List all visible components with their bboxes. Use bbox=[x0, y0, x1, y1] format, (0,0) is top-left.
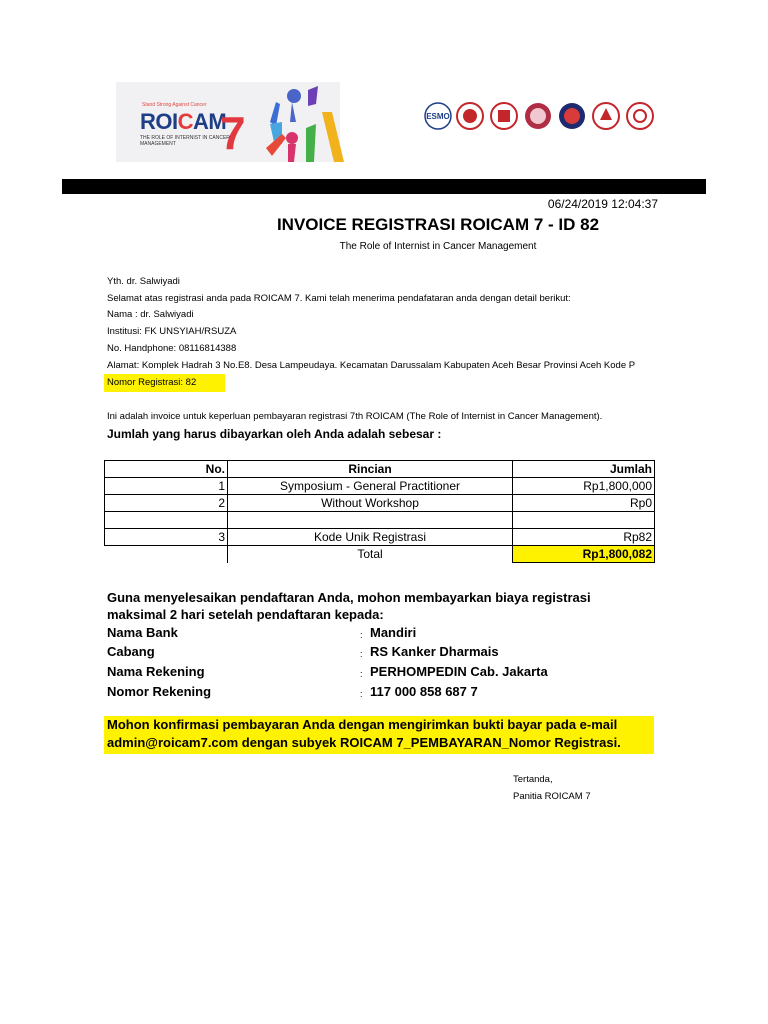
bank-name-value: Mandiri bbox=[370, 625, 417, 640]
logo-subtitle: THE ROLE OF INTERNIST IN CANCER MANAGEMENT bbox=[140, 135, 230, 147]
cell-no: 3 bbox=[105, 529, 228, 546]
branch-label: Cabang bbox=[107, 644, 155, 659]
confirmation-line-2: admin@roicam7.com dengan subyek ROICAM 7_PEMBAYARAN_Nomor Registrasi. bbox=[107, 735, 621, 750]
logo-number: 7 bbox=[220, 107, 246, 159]
bank-name-label: Nama Bank bbox=[107, 625, 178, 640]
welcome-text: Selamat atas registrasi anda pada ROICAM 7. Kami telah menerima pendafataran anda dengan detail berikut: bbox=[107, 293, 571, 304]
table-row bbox=[105, 512, 655, 529]
signature-closing: Tertanda, bbox=[513, 774, 553, 785]
partner-seal-icon bbox=[627, 103, 653, 129]
cell-jumlah: Rp82 bbox=[513, 529, 655, 546]
cell-jumlah bbox=[513, 512, 655, 529]
svg-text:ESMO: ESMO bbox=[426, 112, 450, 121]
recipient-name: Nama : dr. Salwiyadi bbox=[107, 309, 194, 320]
registration-number: Nomor Registrasi: 82 bbox=[107, 377, 197, 388]
cell-rincian bbox=[228, 512, 513, 529]
table-row bbox=[105, 529, 655, 546]
invoice-timestamp: 06/24/2019 12:04:37 bbox=[547, 197, 658, 211]
invoice-table bbox=[104, 460, 655, 563]
recipient-institution: Institusi: FK UNSYIAH/RSUZA bbox=[107, 326, 237, 337]
account-name-label: Nama Rekening bbox=[107, 664, 205, 679]
column-header-rincian: Rincian bbox=[228, 461, 513, 478]
account-name-colon: : bbox=[360, 669, 363, 679]
table-header-row bbox=[105, 461, 655, 478]
cell-no: 1 bbox=[105, 478, 228, 495]
recipient-phone: No. Handphone: 08116814388 bbox=[107, 343, 237, 354]
column-header-no: No. bbox=[105, 461, 228, 478]
roicam-logo bbox=[116, 82, 340, 162]
cell-jumlah: Rp0 bbox=[513, 495, 655, 512]
table-row bbox=[105, 495, 655, 512]
invoice-intro: Ini adalah invoice untuk keperluan pembayaran registrasi 7th ROICAM (The Role of Internist in Cancer Management). bbox=[107, 411, 603, 422]
account-number-value: 117 000 858 687 7 bbox=[370, 684, 478, 699]
payment-instructions: Guna menyelesaikan pendaftaran Anda, mohon membayarkan biaya registrasi maksimal 2 hari setelah pendaftaran kepada: bbox=[107, 590, 591, 622]
partner-logos bbox=[424, 100, 660, 132]
branch-colon: : bbox=[360, 649, 363, 659]
invoice-subtitle: The Role of Internist in Cancer Management bbox=[339, 241, 537, 252]
cell-no: 2 bbox=[105, 495, 228, 512]
cell-rincian: Without Workshop bbox=[228, 495, 513, 512]
total-label: Total bbox=[228, 546, 513, 563]
esmo-logo bbox=[425, 103, 451, 129]
signature-signer: Panitia ROICAM 7 bbox=[513, 791, 591, 802]
logo-wordmark: ROICAM bbox=[140, 109, 227, 134]
header-divider bbox=[62, 179, 706, 194]
bank-name-colon: : bbox=[360, 630, 363, 640]
total-value: Rp1,800,082 bbox=[513, 546, 655, 563]
cell-rincian: Kode Unik Registrasi bbox=[228, 529, 513, 546]
cell-jumlah: Rp1,800,000 bbox=[513, 478, 655, 495]
column-header-jumlah: Jumlah bbox=[513, 461, 655, 478]
greeting: Yth. dr. Salwiyadi bbox=[107, 276, 180, 287]
invoice-title: INVOICE REGISTRASI ROICAM 7 - ID 82 bbox=[276, 215, 600, 234]
cell-rincian: Symposium - General Practitioner bbox=[228, 478, 513, 495]
branch-value: RS Kanker Dharmais bbox=[370, 644, 499, 659]
table-total-row bbox=[105, 546, 655, 563]
payment-confirmation-note bbox=[104, 716, 654, 754]
account-name-value: PERHOMPEDIN Cab. Jakarta bbox=[370, 664, 548, 679]
logo-tagline: Stand Strong Against Cancer bbox=[142, 102, 207, 108]
table-row bbox=[105, 478, 655, 495]
recipient-address: Alamat: Komplek Hadrah 3 No.E8. Desa Lampeudaya. Kecamatan Darussalam Kabupaten Aceh Besar Provinsi Aceh Kode P bbox=[107, 360, 636, 371]
hands-icon bbox=[252, 82, 352, 162]
confirmation-line-1: Mohon konfirmasi pembayaran Anda dengan mengirimkan bukti bayar pada e-mail bbox=[107, 717, 618, 732]
account-number-label: Nomor Rekening bbox=[107, 684, 212, 699]
account-number-colon: : bbox=[360, 689, 363, 699]
amount-heading: Jumlah yang harus dibayarkan oleh Anda adalah sebesar : bbox=[107, 427, 442, 441]
cell-no bbox=[105, 512, 228, 529]
